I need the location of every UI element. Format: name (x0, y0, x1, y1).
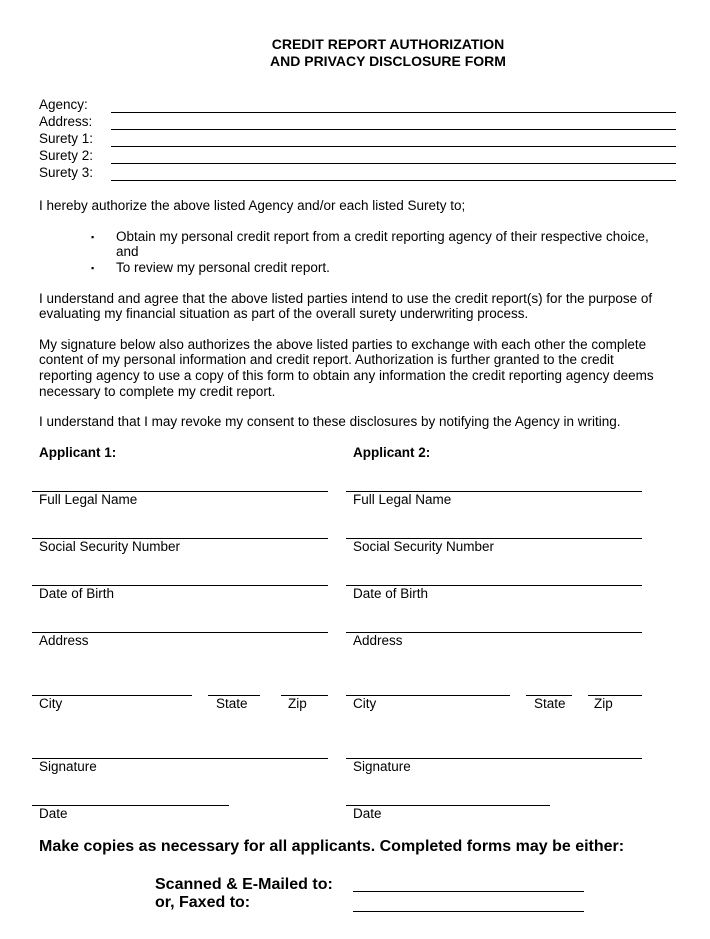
applicant2-zip-label: Zip (594, 696, 613, 711)
bullet2-text: To review my personal credit report. (116, 260, 330, 275)
applicant1-heading: Applicant 1: (39, 445, 117, 460)
applicant1-full-name-label: Full Legal Name (39, 492, 138, 507)
bullet-icon: ▪ (91, 263, 95, 273)
faxed-label: or, Faxed to: (155, 894, 251, 911)
applicant2-state-label: State (534, 696, 566, 711)
copies-note: Make copies as necessary for all applicants. Completed forms may be either: (39, 838, 625, 855)
applicant1-ssn-label: Social Security Number (39, 539, 181, 554)
fax-field[interactable] (353, 911, 584, 912)
applicant2-heading: Applicant 2: (353, 445, 431, 460)
para3-text: I understand that I may revoke my consent to these disclosures by notifying the Agency in writing. (39, 414, 621, 429)
applicant1-address-label: Address (39, 633, 89, 648)
applicant2-full-name-label: Full Legal Name (353, 492, 452, 507)
applicant2-date-label: Date (353, 806, 382, 821)
applicant2-city-label: City (353, 696, 377, 711)
surety2-label: Surety 2: (39, 148, 94, 163)
para2-line3: reporting agency to use a copy of this form to obtain any information the credit reporting agency deems (39, 368, 654, 383)
para2-line1: My signature below also authorizes the above listed parties to exchange with each other the complete (39, 337, 647, 352)
agency-label: Agency: (39, 97, 88, 112)
applicant1-city-label: City (39, 696, 63, 711)
email-field[interactable] (353, 891, 584, 892)
scanned-label: Scanned & E-Mailed to: (155, 876, 333, 893)
surety1-field[interactable] (111, 146, 676, 147)
intro-text: I hereby authorize the above listed Agency and/or each listed Surety to; (39, 198, 466, 213)
surety1-label: Surety 1: (39, 131, 94, 146)
applicant2-signature-label: Signature (353, 759, 411, 774)
applicant1-state-label: State (216, 696, 248, 711)
agency-field[interactable] (111, 112, 676, 113)
applicant2-dob-label: Date of Birth (353, 586, 429, 601)
applicant1-signature-label: Signature (39, 759, 97, 774)
surety3-label: Surety 3: (39, 165, 94, 180)
surety2-field[interactable] (111, 163, 676, 164)
para2-line2: content of my personal information and credit report. Authorization is further granted to the credit (39, 352, 614, 367)
applicant2-ssn-label: Social Security Number (353, 539, 495, 554)
para2-line4: necessary to complete my credit report. (39, 384, 276, 399)
surety3-field[interactable] (111, 180, 676, 181)
applicant1-dob-label: Date of Birth (39, 586, 115, 601)
address-field[interactable] (111, 129, 676, 130)
bullet1-line1: Obtain my personal credit report from a credit reporting agency of their respective choice, (116, 229, 649, 244)
applicant1-date-label: Date (39, 806, 68, 821)
bullet1-line2: and (116, 244, 139, 259)
bullet-icon: ▪ (91, 232, 95, 242)
applicant1-zip-label: Zip (288, 696, 307, 711)
para1-line1: I understand and agree that the above listed parties intend to use the credit report(s) for the purpose of (39, 291, 653, 306)
address-label: Address: (39, 114, 93, 129)
applicant2-address-label: Address (353, 633, 403, 648)
para1-line2: evaluating my financial situation as part of the overall surety underwriting process. (39, 306, 529, 321)
form-title-line1: CREDIT REPORT AUTHORIZATION (271, 36, 505, 52)
form-title-line2: AND PRIVACY DISCLOSURE FORM (270, 53, 506, 69)
